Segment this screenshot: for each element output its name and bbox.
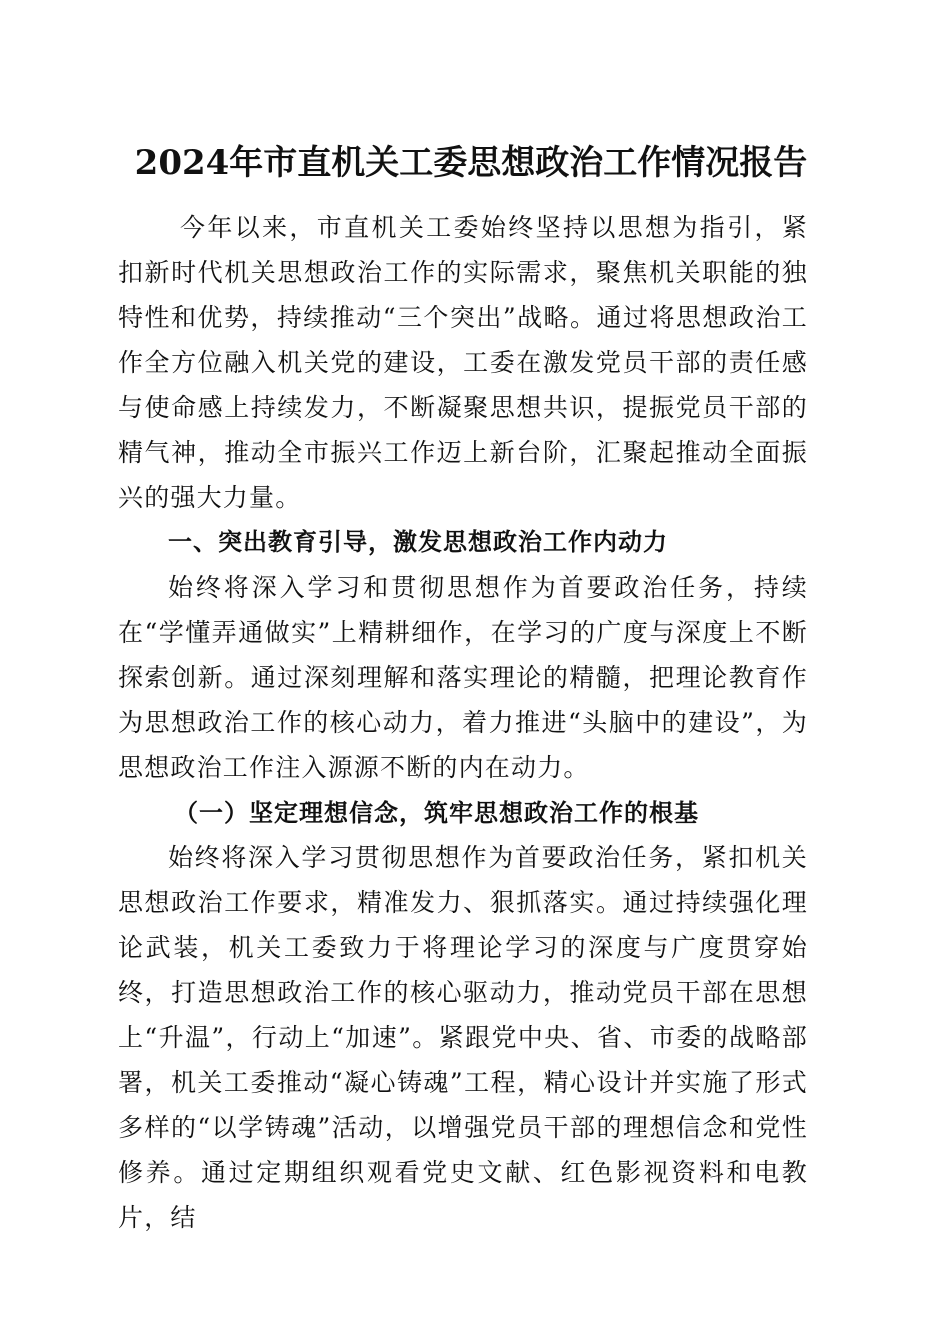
intro-paragraph: 今年以来，市直机关工委始终坚持以思想为指引，紧扣新时代机关思想政治工作的实际需求，聚焦机关职能的独特性和优势，持续推动“三个突出”战略。通过将思想政治工作全方位融入机关党的建设，工委在激发党员干部的责任感与使命感上持续发力，不断凝聚思想共识，提振党员干部的精气神，推动全市振兴工作迈上新台阶，汇聚起推动全面振兴的强大力量。 [118, 213, 808, 512]
subsection-heading-1: （一）坚定理想信念，筑牢思想政治工作的根基 [174, 798, 699, 827]
subsection-1-paragraph: 始终将深入学习贯彻思想作为首要政治任务，紧扣机关思想政治工作要求，精准发力、狠抓落实。通过持续强化理论武装，机关工委致力于将理论学习的深度与广度贯穿始终，打造思想政治工作的核心驱动力，推动党员干部在思想上“升温”，行动上“加速”。紧跟党中央、省、市委的战略部署，机关工委推动“凝心铸魂”工程，精心设计并实施了形式多样的“以学铸魂”活动，以增强党员干部的理想信念和党性修养。通过定期组织观看党史文献、红色影视资料和电教片，结 [118, 843, 808, 1232]
document-title: 2024年市直机关工委思想政治工作情况报告 [134, 143, 808, 183]
section-1-paragraph: 始终将深入学习和贯彻思想作为首要政治任务，持续在“学懂弄通做实”上精耕细作，在学习的广度与深度上不断探索创新。通过深刻理解和落实理论的精髓，把理论教育作为思想政治工作的核心动力，着力推进“头脑中的建设”，为思想政治工作注入源源不断的内在动力。 [118, 573, 808, 782]
document-page [118, 138, 808, 1240]
section-heading-1: 一、突出教育引导，激发思想政治工作内动力 [168, 528, 668, 556]
